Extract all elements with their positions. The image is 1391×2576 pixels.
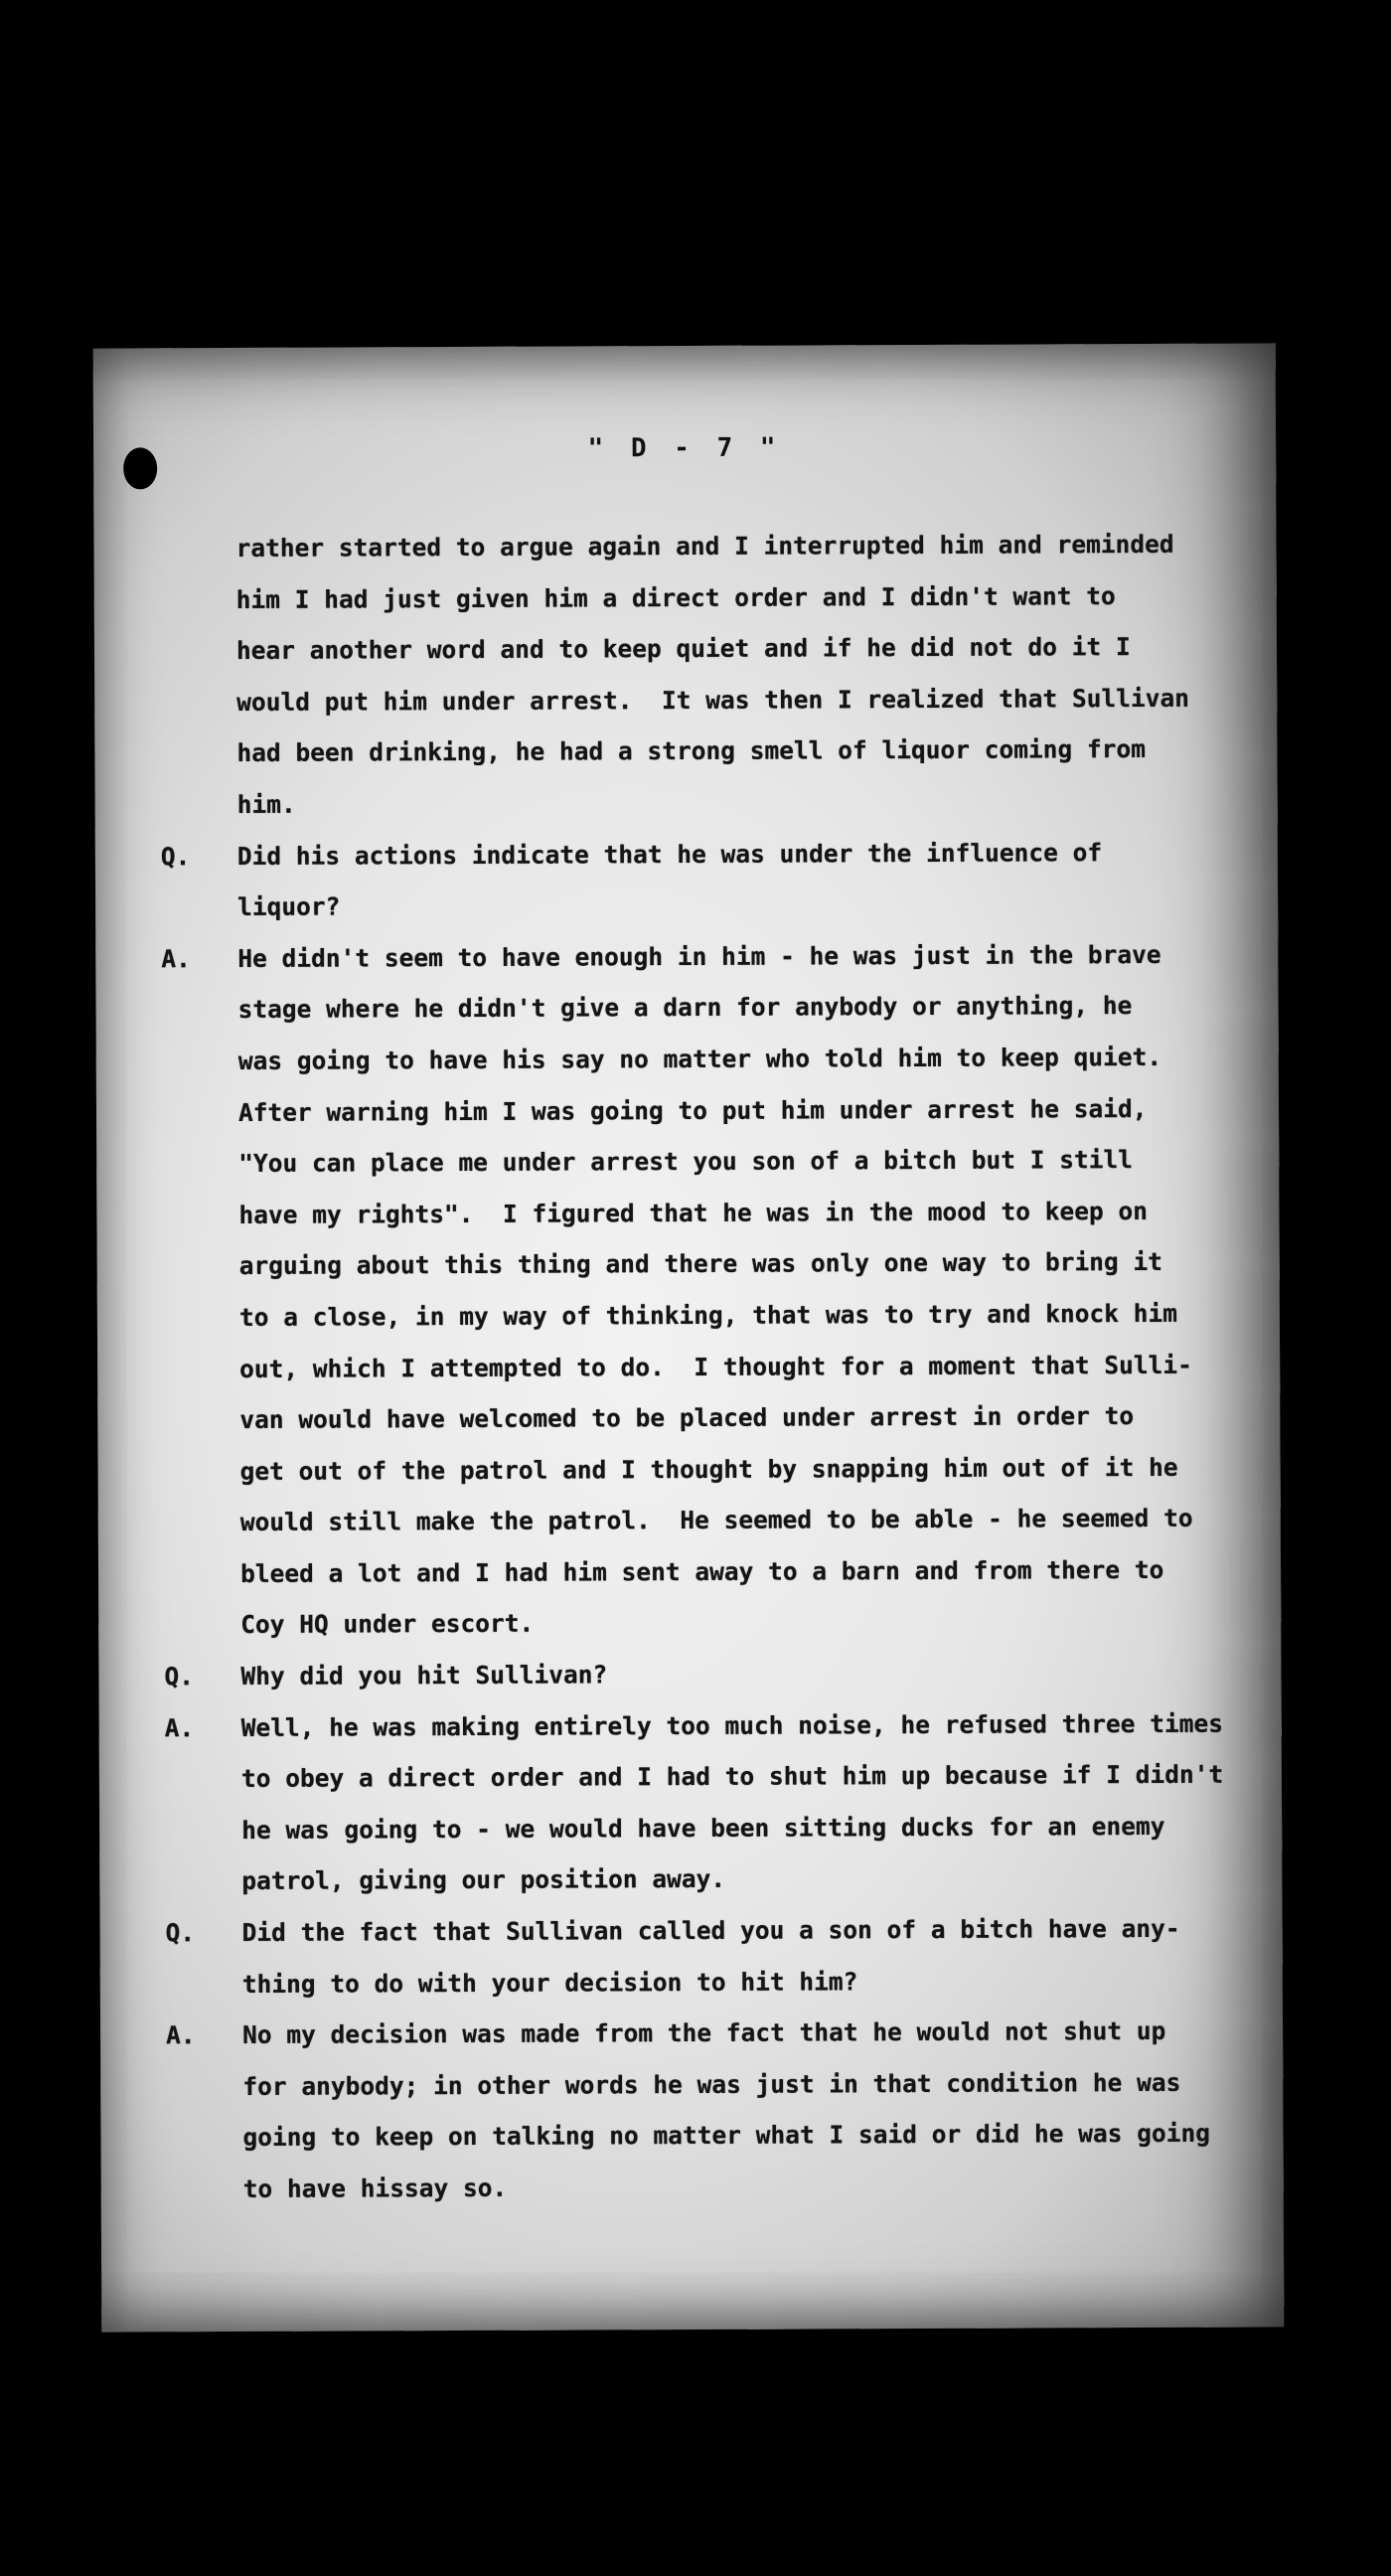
line-text: hear another word and to keep quiet and if he did not do it I	[235, 632, 1131, 666]
line-text: bleed a lot and I had him sent away to a barn and from there to	[239, 1554, 1164, 1588]
line-text: Well, he was making entirely too much noise, he refused three times	[240, 1708, 1224, 1742]
transcript-line	[100, 2108, 1283, 2165]
transcript-line	[99, 1749, 1282, 1806]
line-text: "You can place me under arrest you son of a bitch but I still	[238, 1145, 1134, 1179]
line-text: He didn't seem to have enough in him - he was just in the brave	[237, 939, 1161, 973]
transcript-body	[93, 518, 1283, 2215]
transcript-line	[94, 621, 1277, 678]
line-text: rather started to argue again and I interrupted him and reminded	[235, 529, 1174, 563]
transcript-line	[95, 928, 1278, 985]
transcript-line	[95, 878, 1278, 934]
transcript-line	[99, 1800, 1282, 1856]
transcript-line	[96, 1031, 1279, 1087]
transcript-line	[98, 1595, 1281, 1652]
line-text: would put him under arrest. It was then I realized that Sullivan	[236, 683, 1190, 717]
qa-marker: Q.	[165, 1918, 196, 1948]
transcript-line	[94, 569, 1277, 626]
transcript-line	[97, 1441, 1280, 1498]
transcript-line	[98, 1543, 1281, 1600]
transcript-line	[94, 724, 1277, 780]
transcript-line	[96, 1082, 1279, 1139]
line-text: have my rights". I figured that he was in the mood to keep on	[238, 1196, 1149, 1229]
line-text: him.	[236, 789, 296, 819]
line-text: arguing about this thing and there was only one way to bring it	[238, 1247, 1163, 1281]
line-text: he was going to - we would have been sitting ducks for an enemy	[241, 1811, 1165, 1845]
qa-marker: A.	[165, 2020, 196, 2050]
transcript-line	[97, 1389, 1280, 1446]
transcript-line	[100, 2006, 1283, 2062]
transcript-line	[95, 774, 1278, 831]
transcript-line	[97, 1236, 1280, 1293]
transcript-line	[97, 1339, 1280, 1395]
line-text: Did his actions indicate that he was under the influence of	[236, 837, 1103, 871]
transcript-line	[96, 1134, 1279, 1191]
line-text: for anybody; in other words he was just in that condition he was	[242, 2067, 1181, 2101]
line-text: After warning him I was going to put him under arrest he said,	[237, 1093, 1148, 1127]
line-text: him I had just given him a direct order and I didn't want to	[235, 580, 1116, 614]
line-text: would still make the patrol. He seemed to be able - he seemed to	[239, 1504, 1193, 1537]
transcript-line	[100, 1954, 1283, 2011]
qa-marker: Q.	[164, 1662, 195, 1691]
transcript-line	[99, 1852, 1282, 1908]
line-text: Did the fact that Sullivan called you a son of a bitch have any-	[241, 1913, 1180, 1947]
transcript-line	[97, 1287, 1280, 1344]
transcript-line	[98, 1646, 1281, 1702]
transcript-line	[98, 1493, 1281, 1549]
qa-marker: Q.	[160, 841, 191, 871]
line-text: patrol, giving our position away.	[241, 1864, 726, 1896]
line-text: was going to have his say no matter who told him to keep quiet.	[237, 1042, 1162, 1075]
line-text: to a close, in my way of thinking, that was to try and knock him	[238, 1298, 1177, 1332]
transcript-line	[99, 1902, 1282, 1959]
line-text: Why did you hit Sullivan?	[240, 1660, 608, 1691]
qa-marker: A.	[161, 943, 191, 974]
transcript-line	[99, 1697, 1282, 1754]
line-text: thing to do with your decision to hit him?	[241, 1966, 858, 1999]
line-text: going to keep on talking no matter what I said or did he was going	[242, 2119, 1211, 2153]
transcript-line	[100, 2056, 1283, 2113]
qa-marker: A.	[164, 1712, 195, 1742]
transcript-line	[95, 980, 1278, 1037]
line-text: to have hissay so.	[242, 2173, 508, 2203]
line-text: liquor?	[237, 891, 341, 922]
line-text: out, which I attempted to do. I thought for a moment that Sulli-	[239, 1350, 1192, 1383]
line-text: van would have welcomed to be placed under arrest in order to	[239, 1401, 1135, 1435]
line-text: had been drinking, he had a strong smell of liquor coming from	[236, 734, 1146, 768]
document-page	[93, 343, 1285, 2332]
transcript-line	[93, 518, 1276, 574]
line-text: No my decision was made from the fact that he would not shut up	[241, 2016, 1166, 2050]
transcript-line	[101, 2159, 1284, 2215]
page-number: " D - 7 "	[587, 432, 782, 464]
transcript-line	[95, 826, 1278, 883]
line-text: Coy HQ under escort.	[240, 1609, 535, 1640]
line-text: get out of the patrol and I thought by snapping him out of it he	[239, 1452, 1178, 1486]
line-text: stage where he didn't give a darn for anybody or anything, he	[237, 991, 1133, 1025]
transcript-line	[94, 672, 1277, 728]
transcript-line	[96, 1185, 1279, 1241]
line-text: to obey a direct order and I had to shut him up because if I didn't	[240, 1759, 1224, 1794]
